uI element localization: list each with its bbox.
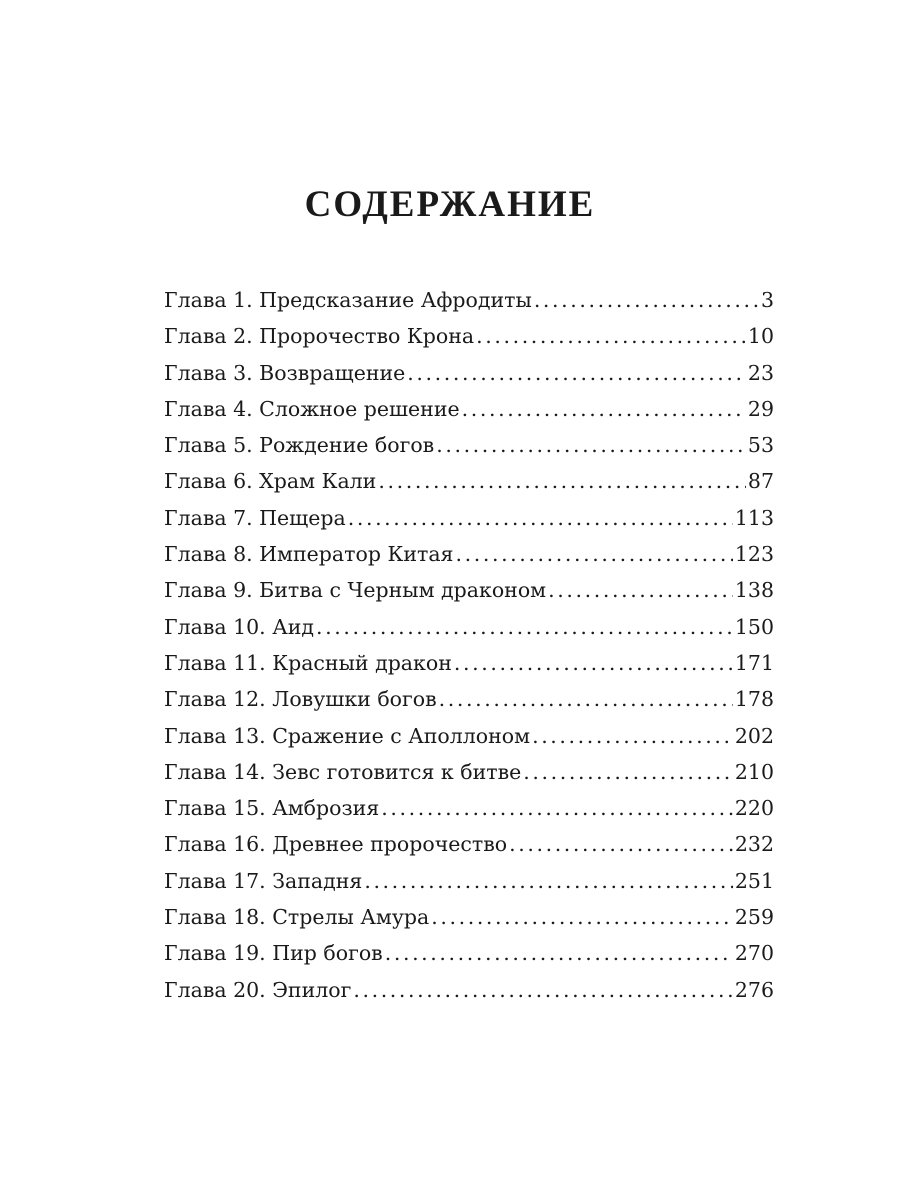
dot-leader: [353, 972, 733, 1008]
toc-entry-page: 178: [734, 687, 774, 712]
toc-entry-label: Глава 3. Возвращение: [164, 360, 406, 385]
toc-entry: [164, 318, 774, 354]
toc-entry-page: 220: [734, 796, 774, 821]
toc-entry-page: 251: [734, 868, 774, 893]
toc-entry-label: Глава 5. Рождение богов: [164, 433, 435, 458]
toc-entry: [164, 645, 774, 681]
toc-entry-page: 270: [734, 941, 774, 966]
toc-entry-label: Глава 17. Западня: [164, 868, 363, 893]
dot-leader: [462, 391, 746, 427]
toc-entry-page: 232: [734, 832, 774, 857]
dot-leader: [509, 826, 733, 862]
dot-leader: [385, 935, 733, 971]
toc-entry: [164, 500, 774, 536]
toc-entry-label: Глава 19. Пир богов: [164, 941, 383, 966]
toc-entry: [164, 972, 774, 1008]
toc-entry-label: Глава 9. Битва с Черным драконом: [164, 578, 547, 603]
dot-leader: [348, 500, 733, 536]
dot-leader: [523, 754, 733, 790]
dot-leader: [316, 609, 733, 645]
toc-entry-label: Глава 18. Стрелы Амура: [164, 905, 430, 930]
dot-leader: [407, 355, 746, 391]
toc-entry: [164, 536, 774, 572]
toc-entry-label: Глава 15. Амброзия: [164, 796, 380, 821]
toc-entry: [164, 863, 774, 899]
toc-entry: [164, 463, 774, 499]
toc-entry-label: Глава 16. Древнее пророчество: [164, 832, 508, 857]
toc-entry-page: 210: [734, 759, 774, 784]
dot-leader: [431, 899, 733, 935]
toc-entry-page: 138: [734, 578, 774, 603]
toc-entry-label: Глава 11. Красный дракон: [164, 650, 452, 675]
toc-entry: [164, 609, 774, 645]
toc-entry-page: 10: [747, 324, 774, 349]
toc-entry: [164, 935, 774, 971]
toc-entry-page: 23: [747, 360, 774, 385]
toc-entry-page: 276: [734, 977, 774, 1002]
toc-entry-page: 123: [734, 542, 774, 567]
toc-entry: [164, 282, 774, 318]
toc-entry-label: Глава 12. Ловушки богов: [164, 687, 437, 712]
toc-entry: [164, 427, 774, 463]
dot-leader: [532, 718, 733, 754]
toc-entry-label: Глава 1. Предсказание Афродиты: [164, 288, 532, 312]
dot-leader: [439, 681, 733, 717]
toc-entry-label: Глава 7. Пещера: [164, 505, 346, 530]
toc-entry: [164, 754, 774, 790]
toc-entry-page: 150: [734, 614, 774, 639]
toc-entry-label: Глава 8. Император Китая: [164, 542, 454, 567]
dot-leader: [381, 790, 733, 826]
toc-entry-label: Глава 2. Пророчество Крона: [164, 324, 475, 349]
toc-entry: [164, 790, 774, 826]
dot-leader: [454, 645, 733, 681]
toc-entry: [164, 718, 774, 754]
toc-entry-label: Глава 13. Сражение с Аполлоном: [164, 723, 531, 748]
dot-leader: [436, 427, 746, 463]
toc-entry-label: Глава 6. Храм Кали: [164, 469, 377, 494]
toc-entry-label: Глава 20. Эпилог: [164, 977, 352, 1002]
dot-leader: [455, 536, 732, 572]
toc-entry-label: Глава 4. Сложное решение: [164, 396, 460, 421]
toc-entry: [164, 899, 774, 935]
toc-entry-label: Глава 14. Зевс готовится к битве: [164, 759, 522, 784]
toc-entry: [164, 355, 774, 391]
toc-entry: [164, 826, 774, 862]
dot-leader: [534, 282, 759, 318]
dot-leader: [364, 863, 733, 899]
dot-leader: [476, 318, 746, 354]
toc-entry-label: Глава 10. Аид: [164, 614, 315, 639]
toc-entry: [164, 681, 774, 717]
toc-entry: [164, 391, 774, 427]
toc-entry-page: 259: [734, 905, 774, 930]
table-of-contents: [164, 282, 774, 1008]
page-title: СОДЕРЖАНИЕ: [304, 184, 596, 225]
toc-entry-page: 171: [734, 650, 774, 675]
toc-entry-page: 113: [734, 505, 774, 530]
toc-entry: [164, 572, 774, 608]
toc-entry-page: 3: [760, 288, 774, 312]
toc-entry-page: 53: [747, 433, 774, 458]
dot-leader: [378, 463, 746, 499]
dot-leader: [548, 572, 733, 608]
toc-entry-page: 87: [747, 469, 774, 494]
toc-entry-page: 29: [747, 396, 774, 421]
toc-entry-page: 202: [734, 723, 774, 748]
